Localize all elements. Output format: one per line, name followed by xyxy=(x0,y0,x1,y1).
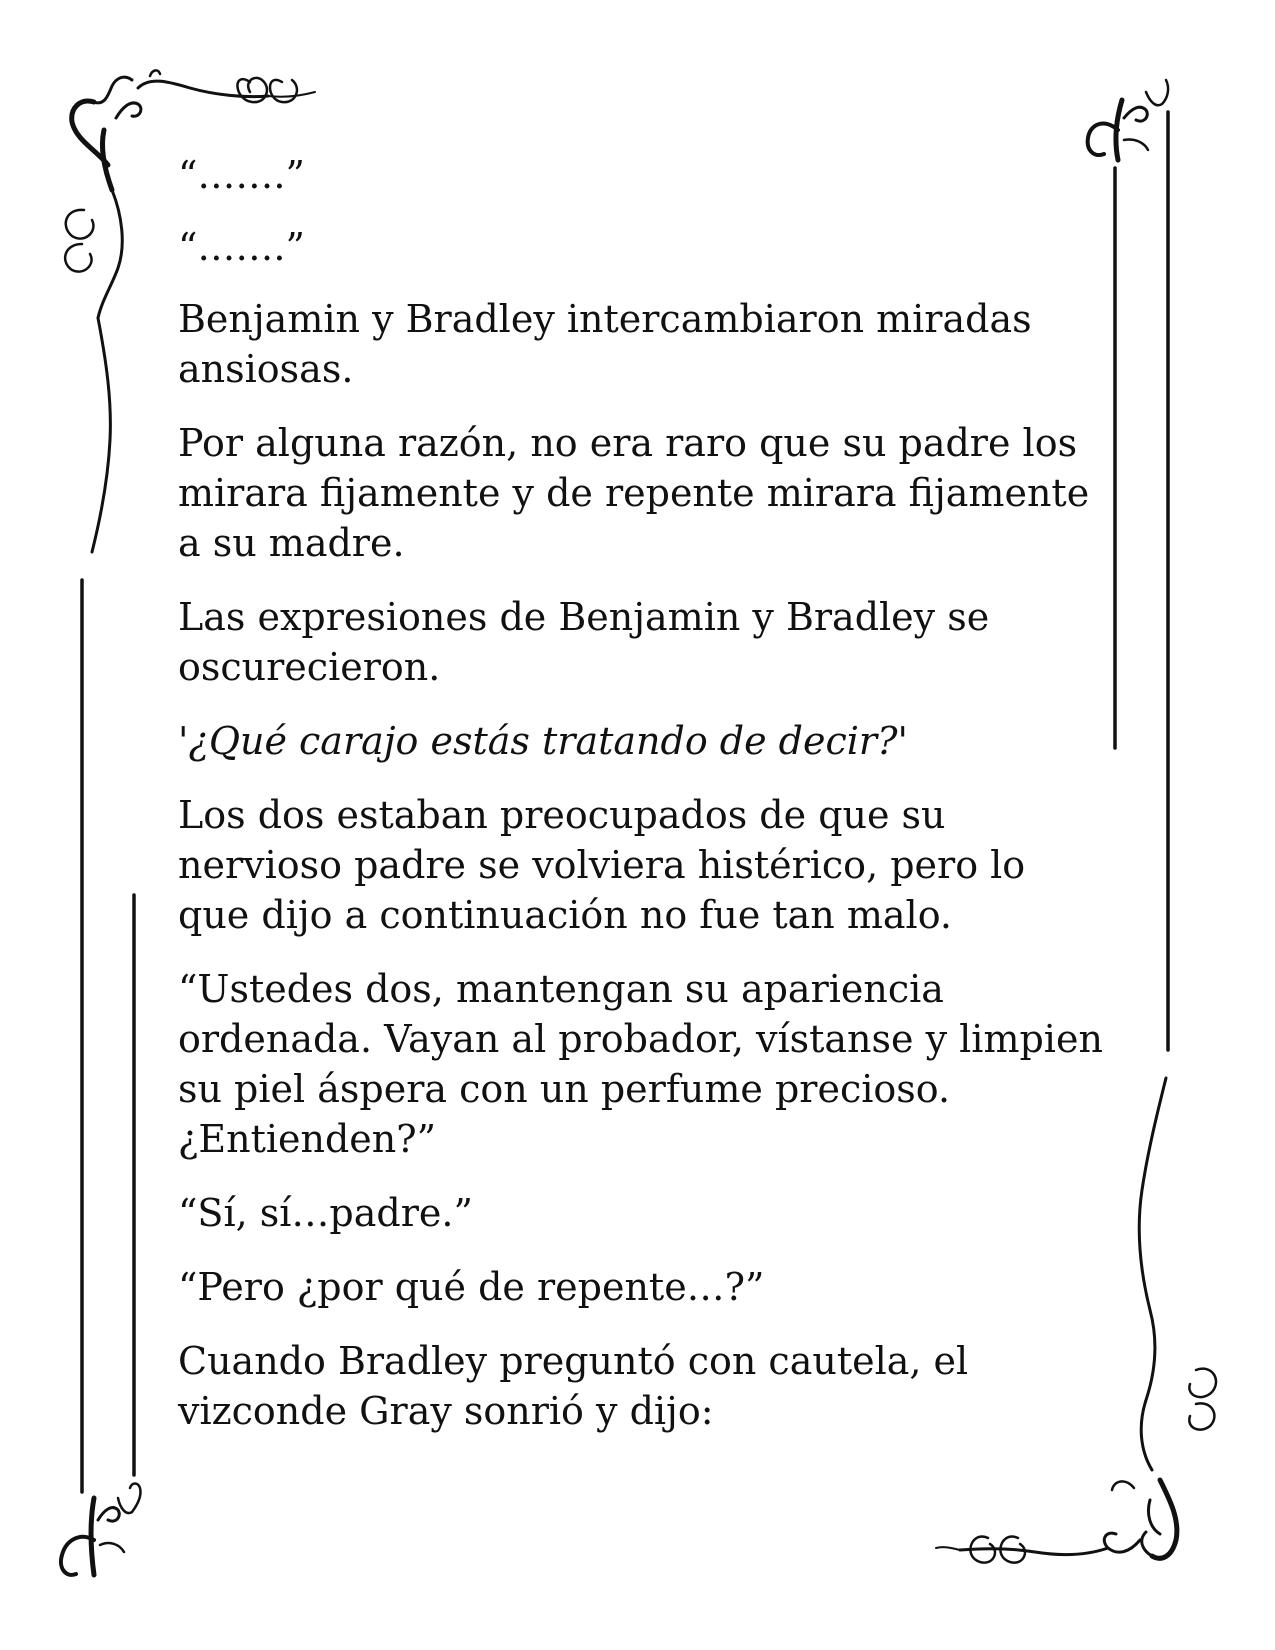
paragraph: Benjamin y Bradley intercambiaron miradas ansiosas. xyxy=(178,297,1032,391)
paragraph: “…….” xyxy=(178,225,305,269)
paragraph: Por alguna razón, no era raro que su padre los mirara fijamente y de repente mirara fijamente a su madre. xyxy=(178,421,1090,565)
flourish-bottom-left-icon xyxy=(61,1484,141,1576)
paragraph: Cuando Bradley preguntó con cautela, el vizconde Gray sonrió y dijo: xyxy=(178,1339,969,1433)
paragraph: “Ustedes dos, mantengan su apariencia ordenada. Vayan al probador, vístanse y limpien su piel áspera con un perfume precioso. ¿Entienden?” xyxy=(178,967,1103,1161)
paragraph: “Pero ¿por qué de repente…?” xyxy=(178,1265,765,1309)
paragraph: “Sí, sí…padre.” xyxy=(178,1191,473,1235)
paragraph: “…….” xyxy=(178,153,305,197)
page-text xyxy=(178,150,1108,1460)
paragraph: '¿Qué carajo estás tratando de decir?' xyxy=(178,719,908,763)
paragraph: Los dos estaban preocupados de que su nervioso padre se volviera histérico, pero lo que dijo a continuación no fue tan malo. xyxy=(178,793,1026,937)
paragraph: Las expresiones de Benjamin y Bradley se oscurecieron. xyxy=(178,595,990,689)
flourish-top-right-icon xyxy=(1088,80,1168,160)
